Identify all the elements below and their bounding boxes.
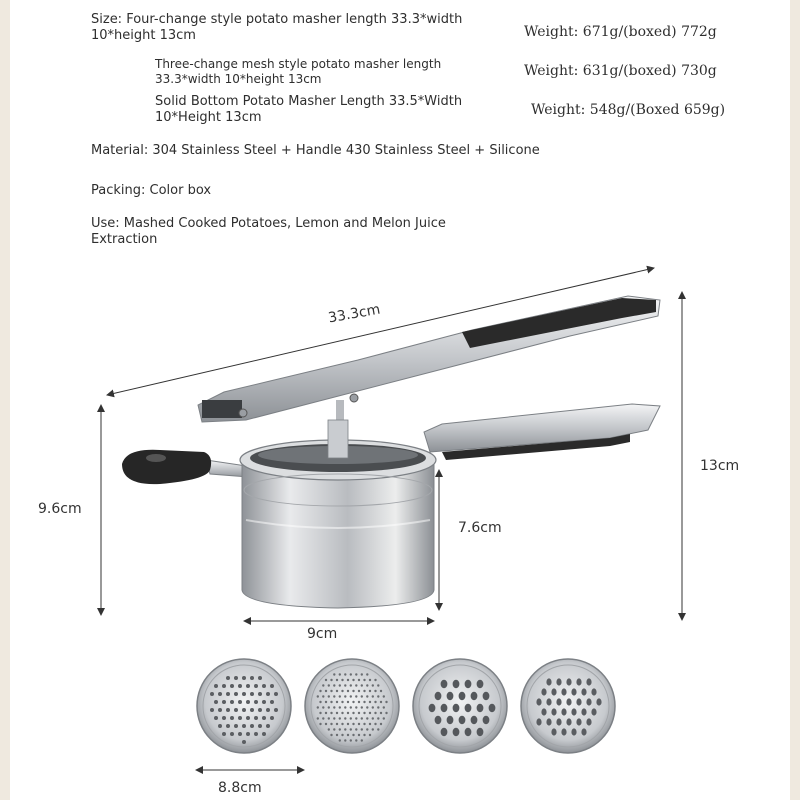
dim-cup-height-label: 7.6cm [458, 520, 502, 536]
dim-total-height-label: 13cm [700, 458, 740, 474]
spec-use: Use: Mashed Cooked Potatoes, Lemon and Melon Juice Extraction [91, 216, 446, 247]
spec-material: Material: 304 Stainless Steel + Handle 430 Stainless Steel + Silicone [91, 143, 540, 158]
dim-cup-diameter-label: 9cm [307, 626, 338, 642]
disc-large-holes [521, 659, 615, 753]
bottom-handle [424, 404, 660, 460]
spec-packing: Packing: Color box [91, 183, 212, 198]
disc-medium-holes [413, 659, 507, 753]
spec-solid: Solid Bottom Potato Masher Length 33.5*Width 10*Height 13cm [155, 94, 463, 125]
masher-cup [240, 420, 436, 608]
spec-mesh: Three-change mesh style potato masher length 33.3*width 10*height 13cm [155, 57, 442, 86]
spec-size: Size: Four-change style potato masher length 33.3*width 10*height 13cm [91, 12, 463, 43]
pivot-rivet [350, 394, 358, 402]
dim-disc-diameter-label: 8.8cm [218, 780, 262, 796]
hinge-block [202, 400, 242, 418]
hook-silicone [122, 450, 211, 484]
disc-extra-fine-holes [305, 659, 399, 753]
dim-left-height-label: 9.6cm [38, 501, 82, 517]
dim-length-label: 33.3cm [327, 301, 382, 327]
weight-three-change: Weight: 631g/(boxed) 730g [524, 63, 717, 79]
hinge-rivet [239, 409, 247, 417]
side-hook [122, 450, 262, 484]
weight-solid-bottom: Weight: 548g/(Boxed 659g) [531, 102, 726, 118]
product-illustration [10, 0, 790, 800]
cup-bracket [328, 420, 348, 458]
product-panel [10, 0, 790, 800]
disc-fine-holes [197, 659, 291, 753]
weight-four-change: Weight: 671g/(boxed) 772g [524, 24, 717, 40]
